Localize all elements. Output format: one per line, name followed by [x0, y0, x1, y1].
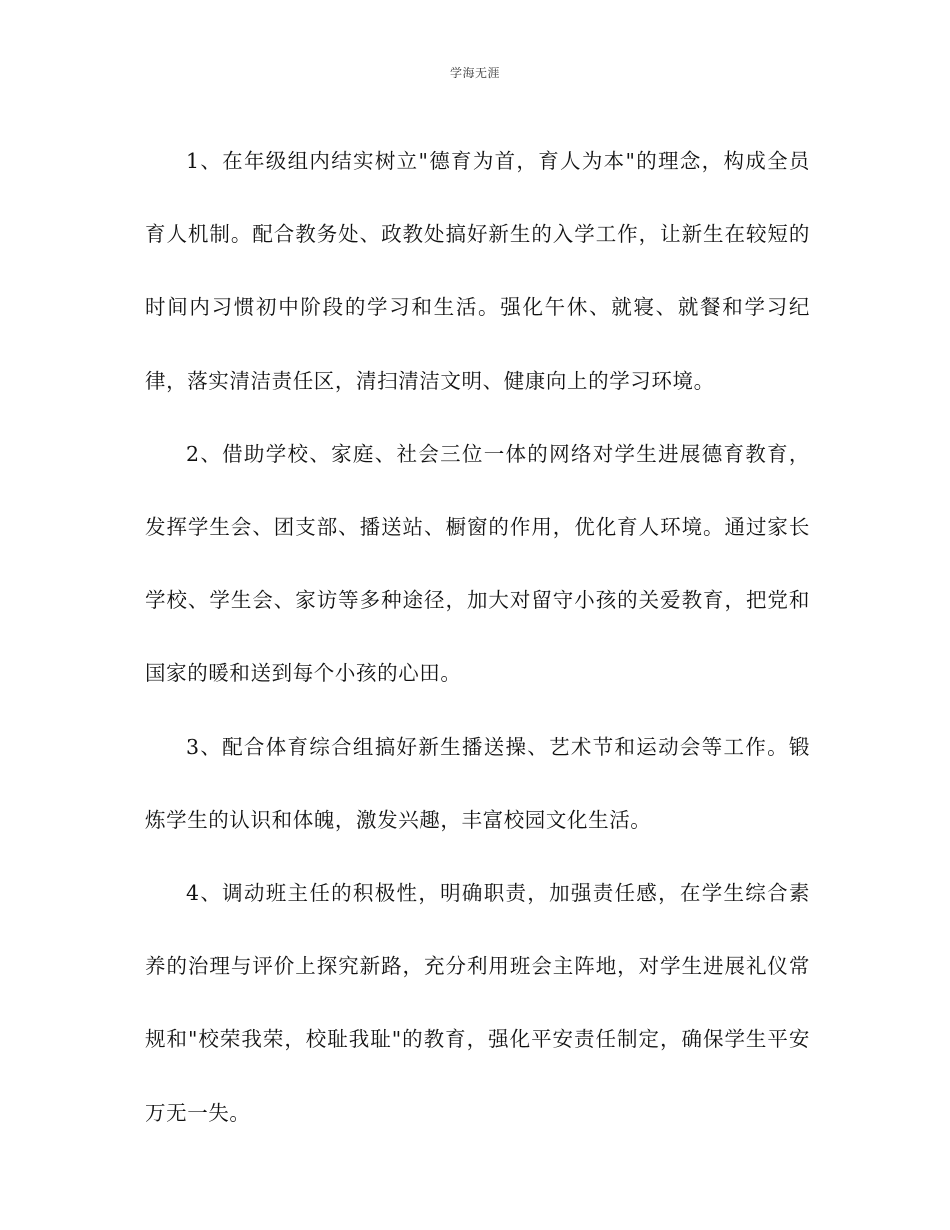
document-body — [145, 125, 810, 1150]
paragraph-4: 4、调动班主任的积极性，明确职责，加强责任感，在学生综合素养的治理与评价上探究新路，充分利用班会主阵地，对学生进展礼仪常规和"校荣我荣，校耻我耻"的教育，强化平安责任制定，确保学生平安万无一失。 — [145, 881, 810, 1125]
page-header: 学海无涯 — [449, 66, 500, 80]
paragraph-2: 2、借助学校、家庭、社会三位一体的网络对学生进展德育教育，发挥学生会、团支部、播送站、橱窗的作用，优化育人环境。通过家长学校、学生会、家访等多种途径，加大对留守小孩的关爱教育，把党和国家的暖和送到每个小孩的心田。 — [145, 441, 810, 686]
paragraph-1: 1、在年级组内结实树立"德育为首，育人为本"的理念，构成全员育人机制。配合教务处、政教处搞好新生的入学工作，让新生在较短的时间内习惯初中阶段的学习和生活。强化午休、就寝、就餐和学习纪律，落实清洁责任区，清扫清洁文明、健康向上的学习环境。 — [145, 149, 810, 393]
paragraph-3: 3、配合体育综合组搞好新生播送操、艺术节和运动会等工作。锻炼学生的认识和体魄，激发兴趣，丰富校园文化生活。 — [145, 734, 810, 832]
